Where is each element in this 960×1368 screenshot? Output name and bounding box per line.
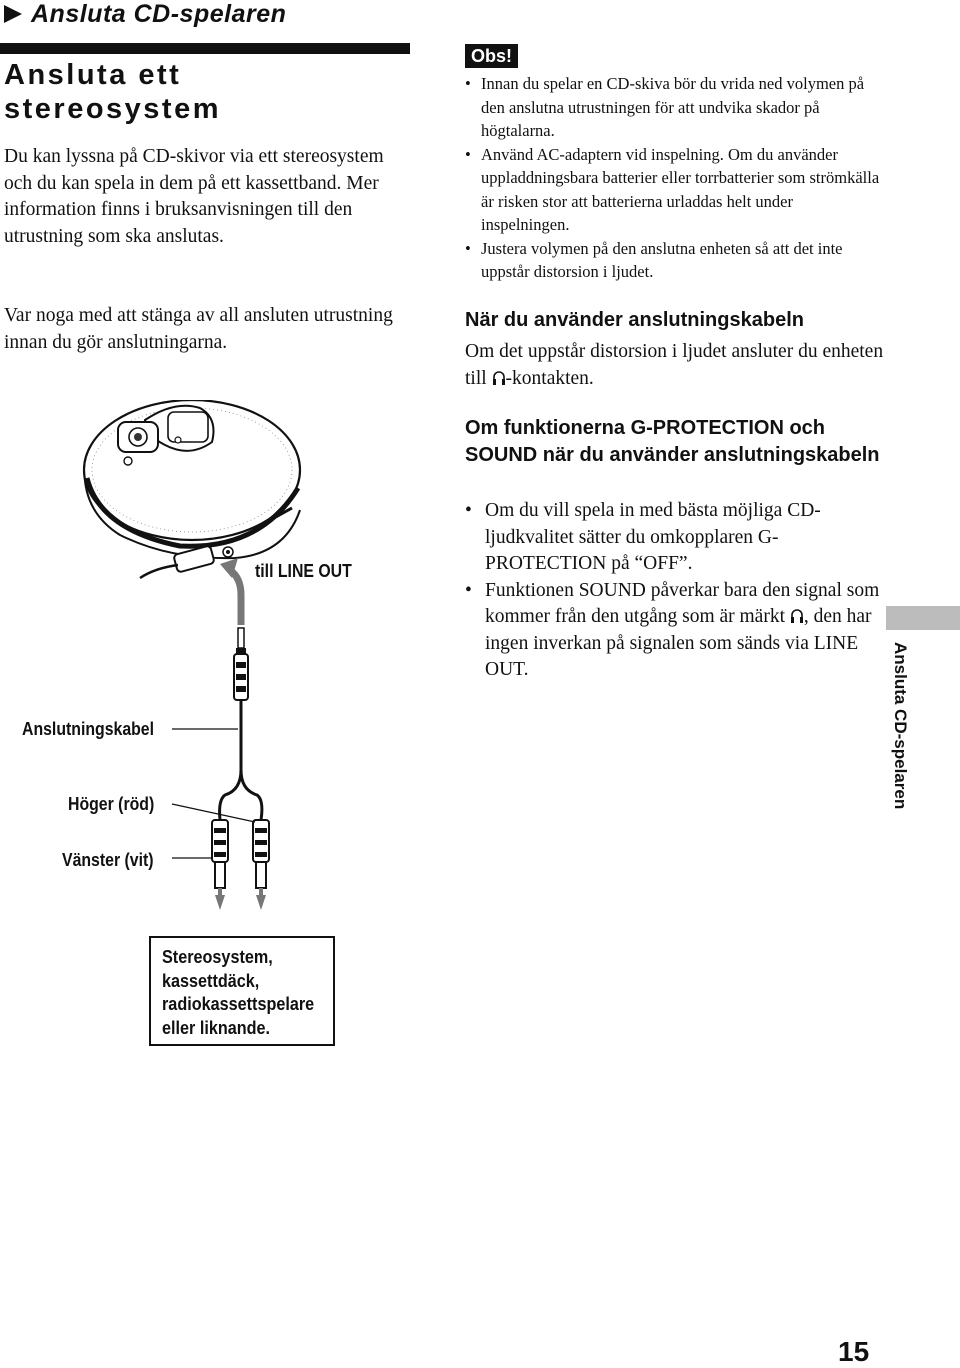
cable-heading: När du använder anslutningskabeln <box>465 309 804 331</box>
functions-item-text-after: , den har ingen inverkan på signalen som sänds via LINE OUT. <box>485 606 872 680</box>
functions-item: • Om du vill spela in med bästa möjliga CD-ljudkvalitet sätter du omkopplaren G-PROTECTION på “OFF”. <box>465 498 880 578</box>
obs-list <box>465 72 885 284</box>
header-rule <box>0 43 410 54</box>
destination-line: eller liknande. <box>162 1017 271 1038</box>
destination-box <box>149 936 335 1046</box>
destination-line: radiokassettspelare <box>162 994 315 1014</box>
obs-item: • Använd AC-adaptern vid inspelning. Om du använder uppladdningsbara batterier eller torrbatterier som strömkälla är risken stor att batterierna urladdas helt under inspelningen. <box>465 143 885 237</box>
right-channel-label: Höger (röd) <box>68 794 155 814</box>
warning-paragraph: Var noga med att stänga av all ansluten utrustning innan du gör anslutningarna. <box>4 305 393 353</box>
side-tab-marker <box>886 606 960 630</box>
section-title-line-1: Ansluta ett <box>4 59 182 91</box>
mini-plug-illustration <box>234 628 248 770</box>
functions-item-text-before: Funktionen SOUND påverkar bara den signal som kommer från den utgång som är märkt <box>485 579 880 627</box>
chapter-header <box>4 0 286 29</box>
connection-diagram <box>60 400 390 920</box>
cable-text-after: -kontakten. <box>505 368 594 389</box>
obs-item: • Innan du spelar en CD-skiva bör du vrida ned volymen på den anslutna utrustningen för att undvika skador på högtalarna. <box>465 72 885 143</box>
line-out-label: till LINE OUT <box>255 561 352 581</box>
functions-item <box>465 578 880 684</box>
obs-badge: Obs! <box>465 44 518 68</box>
rca-plug-right <box>253 820 269 910</box>
chapter-title: Ansluta CD-spelaren <box>31 0 287 28</box>
rca-plug-left <box>212 820 228 910</box>
triangle-bullet-icon <box>4 5 22 23</box>
headphones-icon <box>492 370 506 386</box>
side-tab-label: Ansluta CD-spelaren <box>891 642 910 810</box>
section-title-line-2: stereosystem <box>4 93 221 125</box>
side-tab <box>886 642 912 822</box>
headphones-icon <box>790 608 804 624</box>
page-number: 15 <box>838 1336 870 1367</box>
cable-paragraph <box>465 338 885 392</box>
cable-label: Anslutningskabel <box>22 719 155 739</box>
functions-list <box>465 498 880 684</box>
cd-player-illustration <box>84 400 300 578</box>
section-title <box>4 58 221 126</box>
cable-text-before: Om det uppstår distorsion i ljudet ansluter du enheten till <box>465 341 884 389</box>
intro-paragraph: Du kan lyssna på CD-skivor via ett stereosystem och du kan spela in dem på ett kassettband. Mer information finns i bruksanvisningen till den utrustning som ska anslutas. <box>4 146 384 247</box>
functions-heading: Om funktionerna G-PROTECTION och SOUND när du använder anslutningskabeln <box>465 417 880 466</box>
destination-line: Stereosystem, <box>162 947 273 967</box>
left-channel-label: Vänster (vit) <box>62 850 154 870</box>
destination-line: kassettdäck, <box>162 970 260 991</box>
obs-item: • Justera volymen på den anslutna enheten så att det inte uppstår distorsion i ljudet. <box>465 237 885 284</box>
